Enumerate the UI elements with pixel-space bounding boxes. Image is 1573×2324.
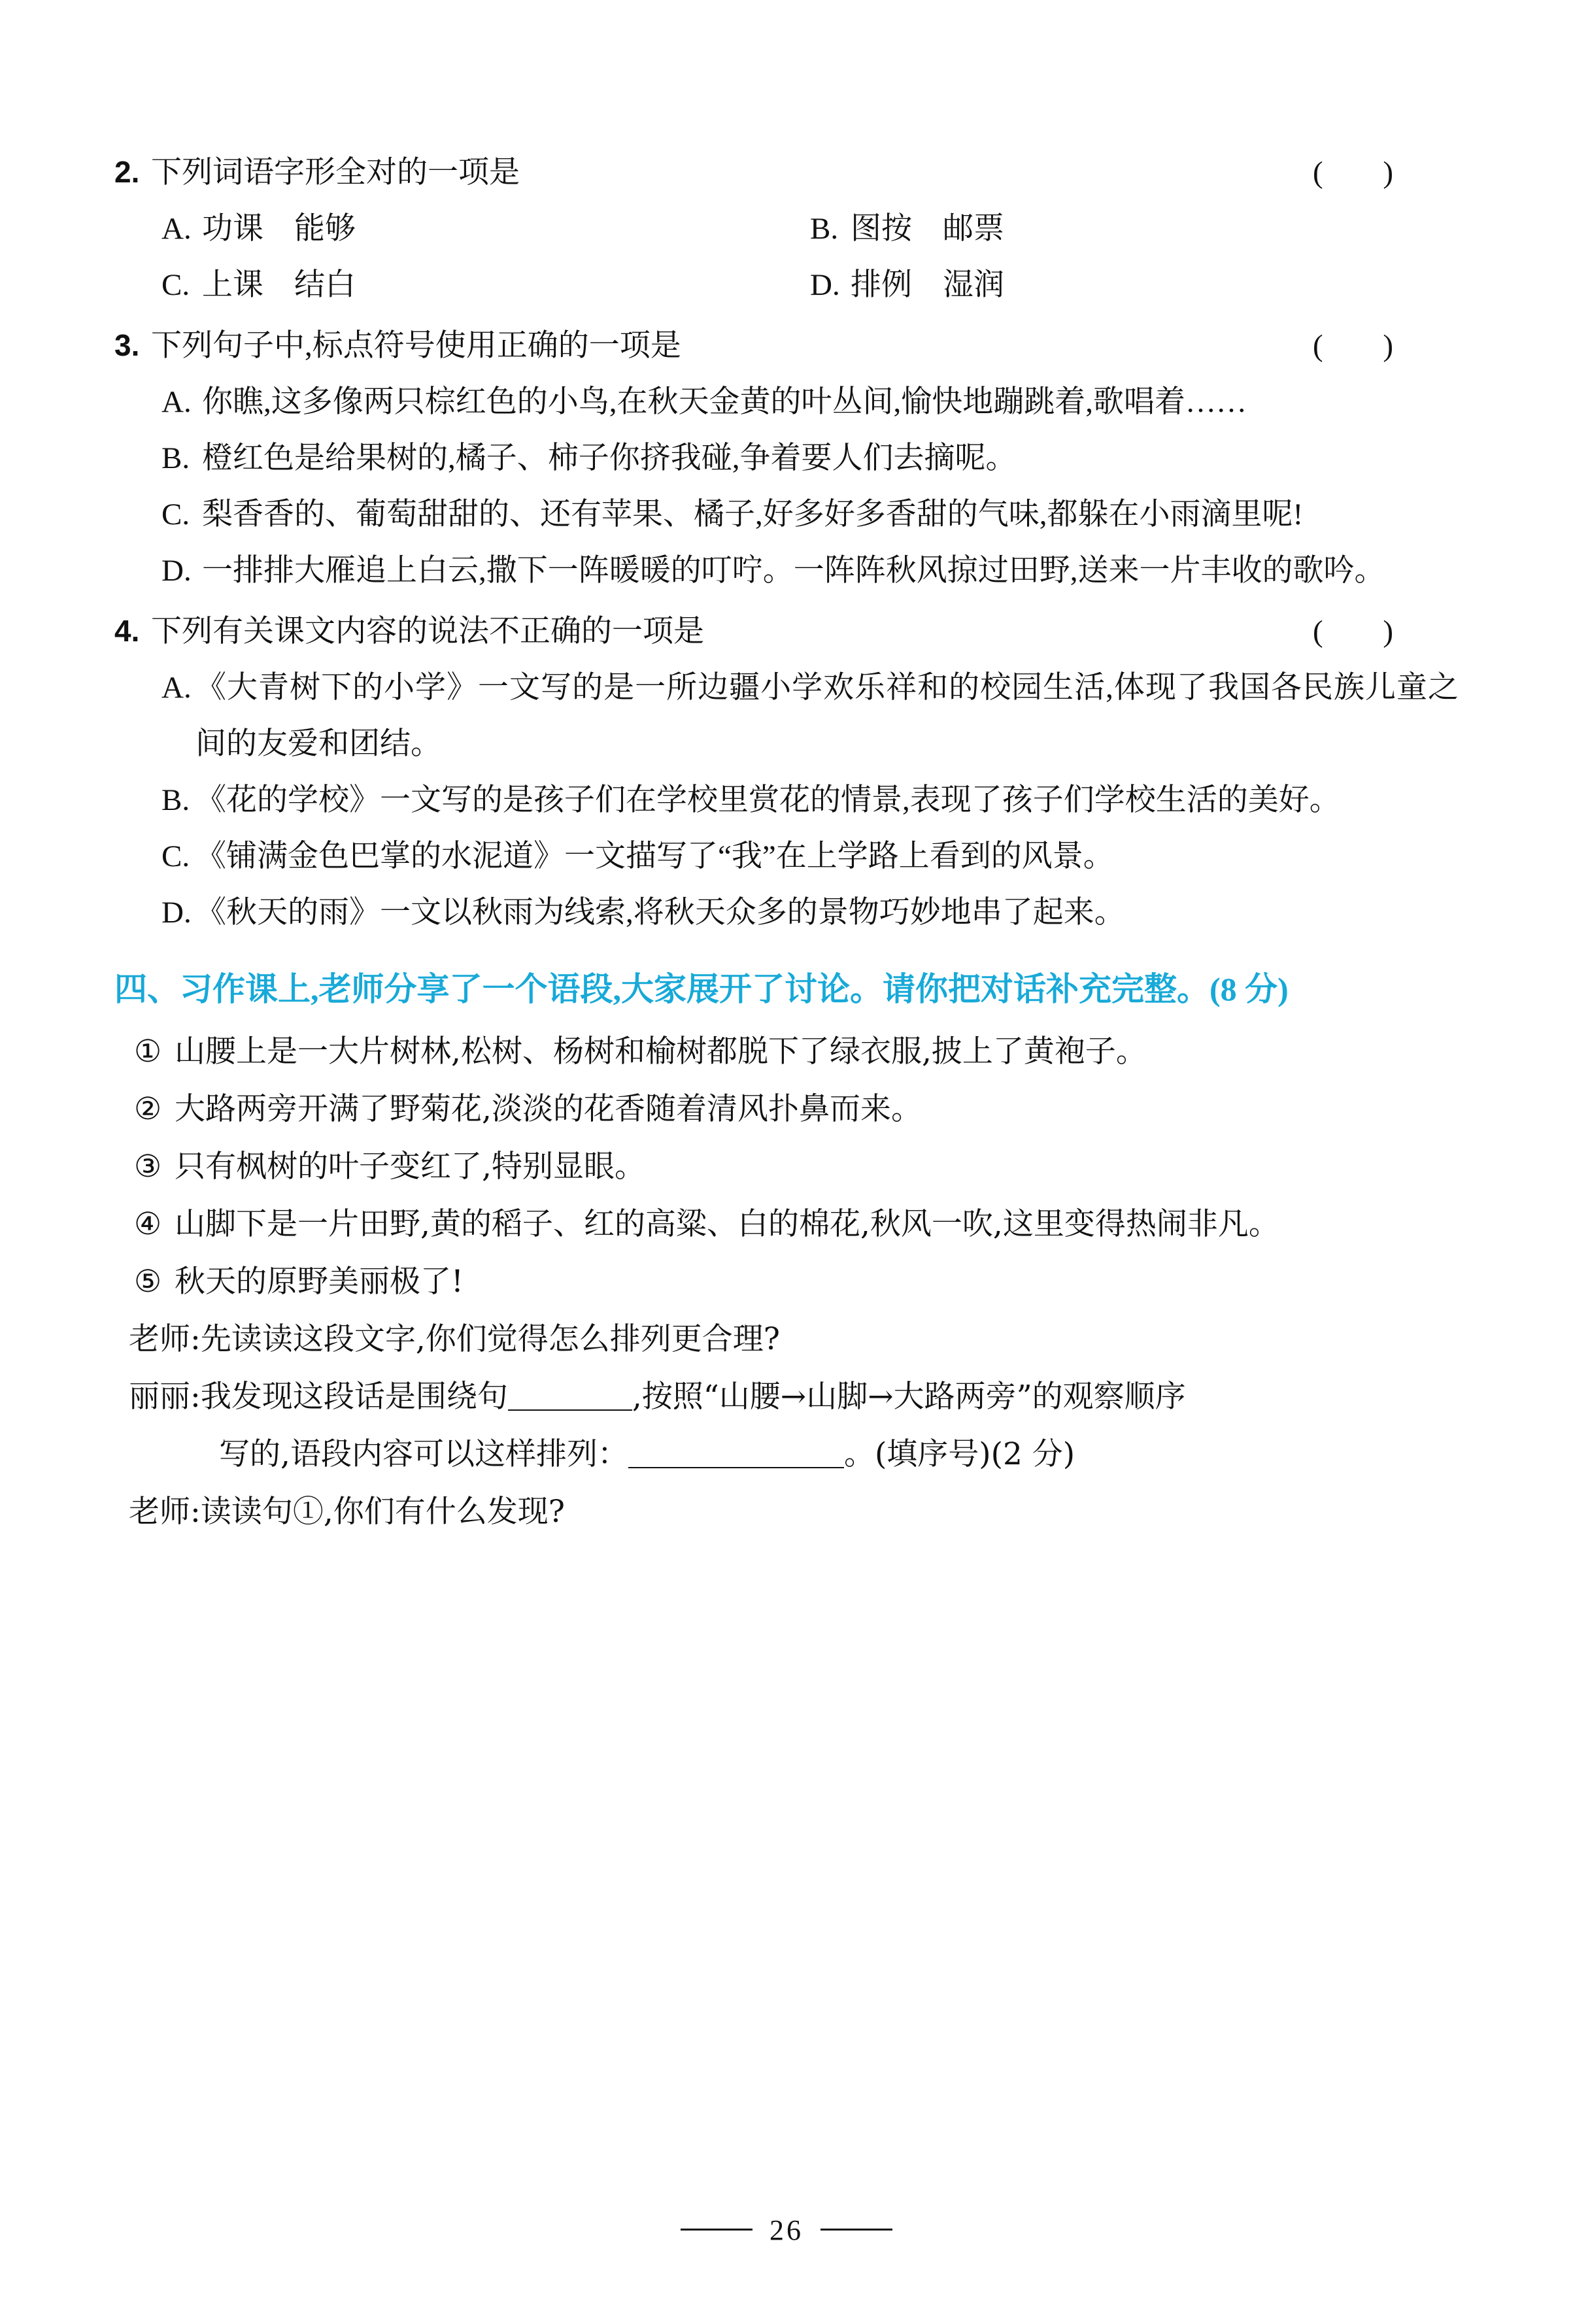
sentence-item bbox=[114, 1023, 1459, 1081]
option-c-label: C. bbox=[161, 497, 190, 531]
option-b-text: 橙红色是给果树的,橘子、柿子你挤我碰,争着要人们去摘呢。 bbox=[202, 441, 1017, 475]
speaker-text: 读读句①,你们有什么发现? bbox=[200, 1494, 565, 1530]
question-3-stem-row bbox=[114, 317, 1459, 374]
option-c-label: C. bbox=[161, 268, 190, 302]
answer-blank-sentence-number[interactable] bbox=[508, 1409, 632, 1411]
option-b-label: B. bbox=[161, 783, 190, 817]
speaker-label: 老师: bbox=[129, 1321, 201, 1357]
question-4-stem: 下列有关课文内容的说法不正确的一项是 bbox=[151, 615, 704, 648]
question-2-stem: 下列词语字形全对的一项是 bbox=[151, 156, 520, 190]
option-d-text: 《秋天的雨》一文以秋雨为线索,将秋天众多的景物巧妙地串了起来。 bbox=[195, 896, 1125, 930]
option-a-text: 《大青树下的小学》一文写的是一所边疆小学欢乐祥和的校园生活,体现了我国各民族儿童之间的友爱和团结。 bbox=[195, 671, 1459, 761]
question-2-option-d[interactable] bbox=[810, 257, 1459, 313]
question-3-stem: 下列句子中,标点符号使用正确的一项是 bbox=[151, 329, 681, 363]
dialogue-line-teacher-2 bbox=[114, 1483, 1459, 1541]
sentence-text: 秋天的原野美丽极了! bbox=[175, 1264, 464, 1300]
dialogue-line-teacher-1 bbox=[114, 1311, 1459, 1368]
sentence-marker: ② bbox=[134, 1091, 162, 1127]
question-2-option-b[interactable] bbox=[810, 201, 1459, 257]
option-b-label: B. bbox=[810, 212, 839, 246]
speaker-label: 丽丽: bbox=[129, 1379, 201, 1415]
option-b-text: 《花的学校》一文写的是孩子们在学校里赏花的情景,表现了孩子们学校生活的美好。 bbox=[195, 783, 1340, 817]
section-4-title: 四、习作课上,老师分享了一个语段,大家展开了讨论。请你把对话补充完整。 bbox=[114, 971, 1209, 1007]
sentence-item bbox=[114, 1138, 1459, 1196]
sentence-marker: ⑤ bbox=[134, 1264, 162, 1300]
sentence-text: 只有枫树的叶子变红了,特别显眼。 bbox=[175, 1149, 645, 1185]
option-a-text: 功课 能够 bbox=[202, 212, 356, 246]
option-a-text: 你瞧,这多像两只棕红色的小鸟,在秋天金黄的叶丛间,愉快地蹦跳着,歌唱着…… bbox=[202, 385, 1247, 419]
sentence-text: 大路两旁开满了野菊花,淡淡的花香随着清风扑鼻而来。 bbox=[175, 1091, 922, 1127]
question-3-option-a[interactable] bbox=[114, 374, 1459, 430]
footer-rule-right bbox=[820, 2229, 892, 2231]
sentence-text: 山腰上是一大片树林,松树、杨树和榆树都脱下了绿衣服,披上了黄袍子。 bbox=[175, 1034, 1147, 1069]
question-2-answer-bracket[interactable]: ( ) bbox=[1312, 156, 1419, 190]
question-4 bbox=[114, 603, 1459, 941]
option-c-text: 上课 结白 bbox=[202, 268, 356, 302]
sentence-item bbox=[114, 1253, 1459, 1311]
option-b-text: 图按 邮票 bbox=[851, 212, 1004, 246]
question-2-option-row-2 bbox=[114, 257, 1459, 313]
dialogue-line-lili bbox=[114, 1368, 1459, 1426]
option-a-label: A. bbox=[161, 385, 192, 419]
option-d-text: 一排排大雁追上白云,撒下一阵暖暖的叮咛。一阵阵秋风掠过田野,送来一片丰收的歌吟。 bbox=[202, 554, 1385, 588]
option-d-text: 排例 湿润 bbox=[851, 268, 1004, 302]
option-c-label: C. bbox=[161, 839, 190, 873]
page-footer bbox=[0, 2214, 1573, 2247]
option-d-label: D. bbox=[161, 554, 192, 588]
question-4-option-b[interactable] bbox=[114, 772, 1459, 828]
question-3-answer-bracket[interactable]: ( ) bbox=[1312, 329, 1419, 363]
speaker-label: 老师: bbox=[129, 1494, 201, 1530]
option-a-label: A. bbox=[161, 212, 192, 246]
option-a-label: A. bbox=[161, 671, 192, 705]
dialogue-line-lili-cont bbox=[114, 1426, 1459, 1483]
question-4-option-a[interactable] bbox=[114, 660, 1459, 772]
question-2-stem-row bbox=[114, 144, 1459, 201]
lili-text-before-blank: 我发现这段话是围绕句 bbox=[200, 1379, 508, 1415]
question-3-option-b[interactable] bbox=[114, 430, 1459, 486]
question-4-answer-bracket[interactable]: ( ) bbox=[1312, 615, 1419, 648]
question-4-option-d[interactable] bbox=[114, 884, 1459, 941]
question-3-number: 3. bbox=[114, 328, 140, 362]
sentence-marker: ④ bbox=[134, 1206, 162, 1242]
sentence-marker: ① bbox=[134, 1034, 162, 1069]
answer-blank-order[interactable] bbox=[628, 1467, 844, 1468]
speaker-text bbox=[201, 1368, 1459, 1426]
option-d-label: D. bbox=[161, 896, 192, 930]
question-4-option-c[interactable] bbox=[114, 828, 1459, 884]
sentence-item bbox=[114, 1081, 1459, 1138]
question-3-option-c[interactable] bbox=[114, 486, 1459, 543]
question-3 bbox=[114, 317, 1459, 599]
sentence-marker: ③ bbox=[134, 1149, 162, 1185]
option-c-text: 《铺满金色巴掌的水泥道》一文描写了“我”在上学路上看到的风景。 bbox=[195, 839, 1114, 873]
sentence-item bbox=[114, 1196, 1459, 1253]
option-c-text: 梨香香的、葡萄甜甜的、还有苹果、橘子,好多好多香甜的气味,都躲在小雨滴里呢! bbox=[202, 497, 1304, 531]
lili-text-after-blank: ,按照“山腰→山脚→大路两旁”的观察顺序 bbox=[632, 1379, 1186, 1415]
option-d-label: D. bbox=[810, 268, 840, 302]
question-2-option-c[interactable] bbox=[161, 257, 810, 313]
footer-rule-left bbox=[681, 2229, 753, 2231]
option-b-label: B. bbox=[161, 441, 190, 475]
question-2-option-row-1 bbox=[114, 201, 1459, 257]
question-2-number: 2. bbox=[114, 155, 140, 189]
speaker-text: 先读读这段文字,你们觉得怎么排列更合理? bbox=[200, 1321, 780, 1357]
question-4-number: 4. bbox=[114, 614, 140, 648]
page-number: 26 bbox=[770, 2214, 803, 2246]
question-2-option-a[interactable] bbox=[161, 201, 810, 257]
question-3-option-d[interactable] bbox=[114, 543, 1459, 599]
sentence-text: 山脚下是一片田野,黄的稻子、红的高粱、白的棉花,秋风一吹,这里变得热闹非凡。 bbox=[175, 1206, 1279, 1242]
lili-cont-before-blank: 写的,语段内容可以这样排列： bbox=[219, 1436, 628, 1472]
section-4-heading bbox=[114, 958, 1459, 1020]
question-4-stem-row bbox=[114, 603, 1459, 660]
question-2 bbox=[114, 144, 1459, 313]
lili-cont-after-blank: 。(填序号)(2 分) bbox=[843, 1436, 1075, 1472]
section-4-score: (8 分) bbox=[1209, 971, 1289, 1007]
